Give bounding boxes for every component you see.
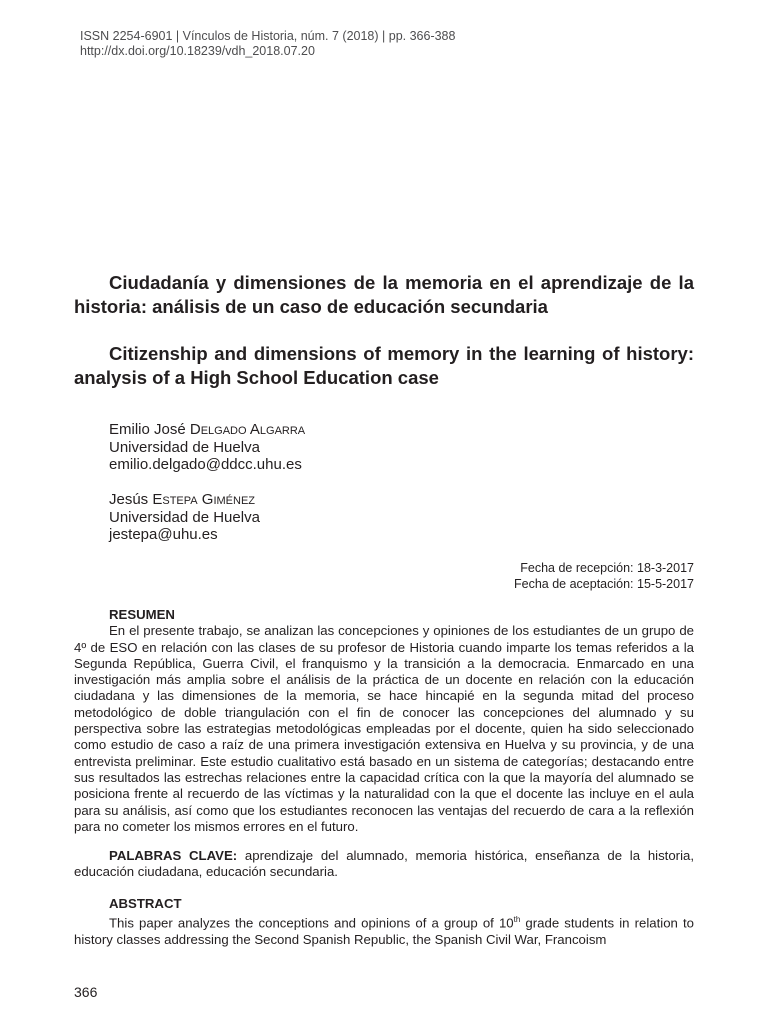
keywords-label: PALABRAS CLAVE: — [109, 848, 238, 863]
journal-header — [80, 29, 455, 59]
resumen-heading: RESUMEN — [109, 607, 175, 622]
author-first-name: Emilio José — [109, 421, 186, 438]
author-name — [109, 491, 260, 509]
author-first-name: Jesús — [109, 491, 149, 508]
resumen-text: En el presente trabajo, se analizan las concepciones y opiniones de los estudiantes de un grupo de 4º de ESO en relación con las clases de su profesor de Historia cuando imparte los temas referidos a la Segunda República, Guerra Civil, el franquismo y la transición a la democracia. Enmarcado en una investigación más amplia sobre el análisis de la práctica de un docente en relación con la educación ciudadana y las dimensiones de la memoria, se hace hincapié en la segunda mitad del proceso metodológico de doble triangulación con el fin de conocer las concepciones del alumnado y su perspectiva sobre las estrategias metodológicas empleadas por el docente, quien ha sido seleccionado como estudio de caso a raíz de una primera investigación extensiva en Huelva y su provincia, y de una entrevista preliminar. Este estudio cualitativo está basado en un sistema de categorías; destacando entre sus resultados las estrechas relaciones entre la capacidad crítica con la que la mayoría del alumnado se posiciona frente al recuerdo de las víctimas y la naturalidad con la que el docente las incluye en el aula para su análisis, así como que los estudiantes reconocen las ventajas del recuerdo de cara a la reflexión para no cometer los mismos errores en el futuro. — [74, 623, 694, 834]
accepted-date: Fecha de aceptación: 15-5-2017 — [514, 576, 694, 591]
abstract-superscript: th — [513, 915, 521, 925]
received-date: Fecha de recepción: 18-3-2017 — [520, 561, 694, 575]
journal-citation: ISSN 2254-6901 | Vínculos de Historia, núm. 7 (2018) | pp. 366-388 — [80, 29, 456, 43]
author-affiliation: Universidad de Huelva — [109, 508, 260, 526]
abstract-text-end: grade students in relation to history classes addressing the Second Spanish Republic, the Spanish Civil War, Francoism — [74, 915, 695, 947]
keywords-paragraph — [74, 848, 694, 881]
author-surname: Delgado Algarra — [189, 421, 306, 438]
author-email[interactable]: jestepa@uhu.es — [109, 526, 218, 543]
title-spanish — [74, 271, 694, 318]
author-affiliation: Universidad de Huelva — [109, 438, 260, 456]
submission-dates — [514, 561, 694, 592]
keywords-section — [74, 848, 694, 881]
author-block — [109, 491, 260, 544]
title-spanish-text: Ciudadanía y dimensiones de la memoria en el aprendizaje de la historia: análisis de un caso de educación secundaria — [74, 272, 694, 317]
page-number: 366 — [74, 984, 98, 1000]
author-block — [109, 421, 305, 474]
resumen-section — [74, 607, 694, 835]
keywords-text: aprendizaje del alumnado, memoria histórica, enseñanza de la historia, educación ciudadana, educación secundaria. — [74, 848, 695, 880]
title-english — [74, 342, 694, 389]
author-surname: Estepa Giménez — [152, 491, 256, 508]
author-name — [109, 421, 305, 439]
author-email[interactable]: emilio.delgado@ddcc.uhu.es — [109, 456, 302, 473]
abstract-heading: ABSTRACT — [109, 896, 182, 911]
title-english-text: Citizenship and dimensions of memory in the learning of history: analysis of a High School Education case — [74, 343, 694, 388]
abstract-text — [74, 912, 694, 948]
abstract-text-start: This paper analyzes the conceptions and opinions of a group of 10 — [109, 915, 514, 931]
doi-link[interactable]: http://dx.doi.org/10.18239/vdh_2018.07.20 — [80, 44, 315, 58]
abstract-section — [74, 896, 694, 948]
